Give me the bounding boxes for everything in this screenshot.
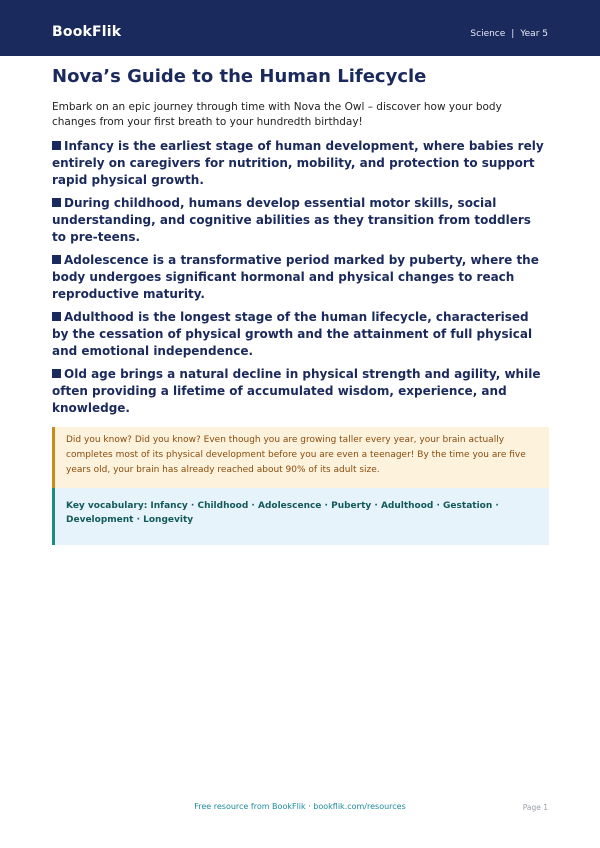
square-bullet-icon — [52, 198, 61, 207]
list-item — [52, 366, 549, 417]
list-item — [52, 309, 549, 360]
meta-separator: | — [511, 29, 515, 39]
list-item-text: During childhood, humans develop essential motor skills, social understanding, and cognitive abilities as they transition from toddlers to pre-teens. — [52, 196, 531, 244]
did-you-know-box: Did you know? Did you know? Even though you are growing taller every year, your brain actually completes most of its physical development before you are even a teenager! By the time you are five years old, your brain has already reached about 90% of its adult size. — [52, 427, 549, 488]
page-title: Nova’s Guide to the Human Lifecycle — [52, 66, 427, 87]
footer-resource-link[interactable]: Free resource from BookFlik · bookflik.com/resources — [194, 802, 406, 811]
page-number: Page 1 — [522, 803, 548, 812]
list-item-text: Old age brings a natural decline in physical strength and agility, while often providing a lifetime of accumulated wisdom, experience, and knowledge. — [52, 367, 541, 415]
list-item — [52, 195, 549, 246]
list-item — [52, 138, 549, 189]
list-item-text: Adulthood is the longest stage of the human lifecycle, characterised by the cessation of physical growth and the attainment of full physical and emotional independence. — [52, 310, 533, 358]
intro-paragraph: Embark on an epic journey through time with Nova the Owl – discover how your body changes from your first breath to your hundredth birthday! — [52, 101, 502, 128]
square-bullet-icon — [52, 255, 61, 264]
page-header — [0, 0, 600, 56]
list-item — [52, 252, 549, 303]
brand-logo-text[interactable]: BookFlik — [52, 24, 122, 40]
list-item-text: Adolescence is a transformative period marked by puberty, where the body undergoes significant hormonal and physical changes to reach reproductive maturity. — [52, 253, 539, 301]
main-content — [52, 64, 549, 545]
list-item-text: Infancy is the earliest stage of human development, where babies rely entirely on caregivers for nutrition, mobility, and protection to support rapid physical growth. — [52, 139, 544, 187]
lifecycle-points-list — [52, 138, 549, 417]
subject-label: Science — [470, 29, 506, 39]
year-label: Year 5 — [520, 29, 548, 39]
square-bullet-icon — [52, 369, 61, 378]
subject-year-meta — [470, 27, 548, 41]
key-vocabulary-box: Key vocabulary: Infancy · Childhood · Adolescence · Puberty · Adulthood · Gestation · Development · Longevity — [52, 488, 549, 545]
square-bullet-icon — [52, 141, 61, 150]
square-bullet-icon — [52, 312, 61, 321]
